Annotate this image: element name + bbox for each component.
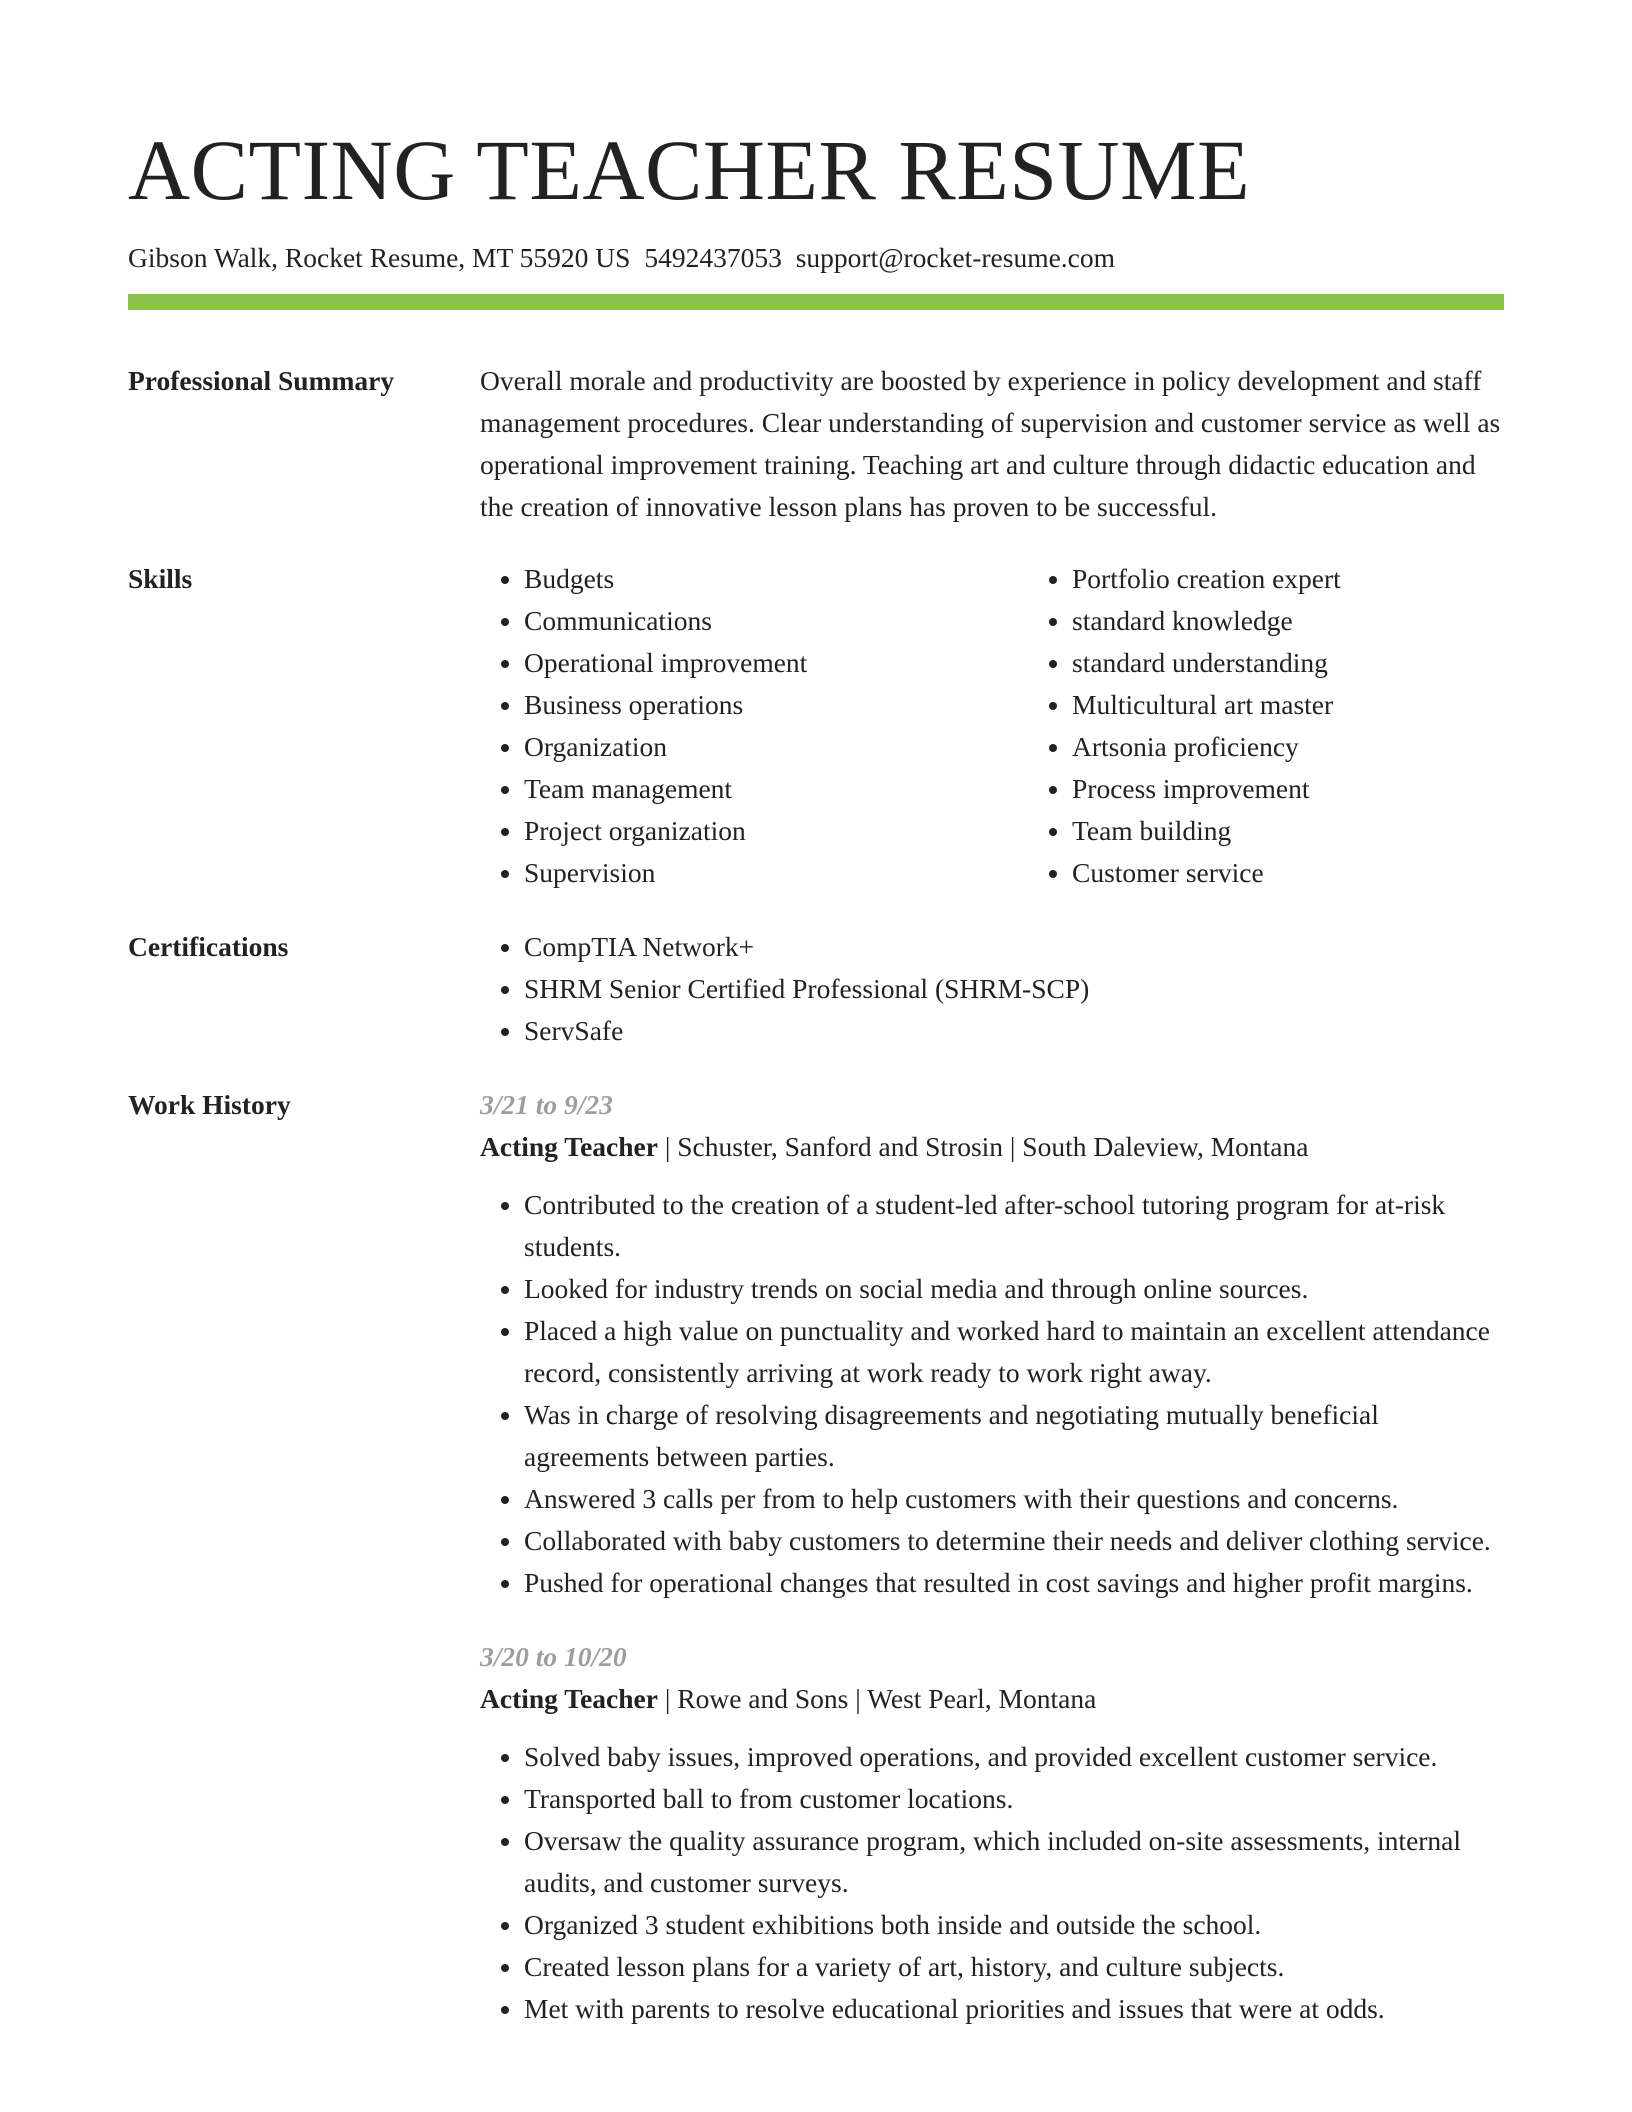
skill-item: • Team management: [524, 768, 1028, 810]
certifications-label: Certifications: [128, 931, 289, 962]
job-employer-location: | Schuster, Sanford and Strosin | South Daleview, Montana: [657, 1131, 1309, 1162]
skills-list-left: [480, 558, 1028, 894]
contact-address: Gibson Walk, Rocket Resume, MT 55920 US: [128, 242, 631, 273]
skill-item: • Communications: [524, 600, 1028, 642]
skills-label: Skills: [128, 563, 193, 594]
job-bullet: • Answered 3 calls per from to help customers with their questions and concerns.: [524, 1478, 1504, 1520]
skills-section: [128, 558, 1504, 894]
work-history-section: [128, 1084, 1504, 2030]
job-dates: 3/20 to 10/20: [480, 1641, 627, 1672]
job-dates: 3/21 to 9/23: [480, 1089, 613, 1120]
certification-item: • ServSafe: [524, 1010, 1504, 1052]
skill-item: • Multicultural art master: [1072, 684, 1576, 726]
skill-item: • Project organization: [524, 810, 1028, 852]
contact-line: [128, 240, 1504, 276]
work-history-label: Work History: [128, 1089, 291, 1120]
skill-item: • standard understanding: [1072, 642, 1576, 684]
summary-text: Overall morale and productivity are boosted by experience in policy development and staff management procedures. Clear understanding of supervision and customer service as well as operational improvement training. Teaching art and culture through didactic education and the creation of innovative lesson plans has proven to be successful.: [480, 365, 1501, 522]
job-bullet: • Collaborated with baby customers to determine their needs and deliver clothing service.: [524, 1520, 1504, 1562]
skill-item: • Artsonia proficiency: [1072, 726, 1576, 768]
certifications-body: [480, 926, 1504, 1052]
job-bullet: • Met with parents to resolve educational priorities and issues that were at odds.: [524, 1988, 1504, 2030]
skill-item: • Operational improvement: [524, 642, 1028, 684]
skill-item: • Team building: [1072, 810, 1576, 852]
skill-item: • Process improvement: [1072, 768, 1576, 810]
job-bullet: • Pushed for operational changes that resulted in cost savings and higher profit margins.: [524, 1562, 1504, 1604]
job-entry: [480, 1084, 1504, 1604]
skill-item: • Customer service: [1072, 852, 1576, 894]
skill-item: • Organization: [524, 726, 1028, 768]
certification-item: • SHRM Senior Certified Professional (SHRM-SCP): [524, 968, 1504, 1010]
resume-page: [128, 0, 1504, 2030]
summary-label: Professional Summary: [128, 365, 395, 396]
skill-item: • standard knowledge: [1072, 600, 1576, 642]
skill-item: • Budgets: [524, 558, 1028, 600]
job-title: Acting Teacher: [480, 1131, 658, 1162]
skill-item: • Portfolio creation expert: [1072, 558, 1576, 600]
job-bullet: • Was in charge of resolving disagreements and negotiating mutually beneficial agreements between parties.: [524, 1394, 1504, 1478]
job-bullet: • Organized 3 student exhibitions both inside and outside the school.: [524, 1904, 1504, 1946]
job-bullet: • Oversaw the quality assurance program, which included on-site assessments, internal audits, and customer surveys.: [524, 1820, 1504, 1904]
skills-columns: [480, 558, 1576, 894]
job-bullets: [480, 1184, 1504, 1604]
summary-body: [480, 360, 1504, 528]
certifications-section: [128, 926, 1504, 1052]
job-heading: [480, 1126, 1504, 1168]
work-history-body: [480, 1084, 1504, 2030]
certifications-list: [480, 926, 1504, 1052]
skills-list-right: [1028, 558, 1576, 894]
skill-item: • Business operations: [524, 684, 1028, 726]
summary-section: [128, 360, 1504, 528]
accent-divider: [128, 294, 1504, 310]
job-bullet: • Solved baby issues, improved operations, and provided excellent customer service.: [524, 1736, 1504, 1778]
skill-item: • Supervision: [524, 852, 1028, 894]
job-entry: [480, 1636, 1504, 2030]
job-bullet: • Transported ball to from customer locations.: [524, 1778, 1504, 1820]
job-title: Acting Teacher: [480, 1683, 658, 1714]
job-employer-location: | Rowe and Sons | West Pearl, Montana: [657, 1683, 1097, 1714]
job-bullets: [480, 1736, 1504, 2030]
job-bullet: • Contributed to the creation of a student-led after-school tutoring program for at-risk students.: [524, 1184, 1504, 1268]
job-bullet: • Looked for industry trends on social media and through online sources.: [524, 1268, 1504, 1310]
job-heading: [480, 1678, 1504, 1720]
certification-item: • CompTIA Network+: [524, 926, 1504, 968]
contact-phone: 5492437053: [644, 242, 782, 273]
job-bullet: • Created lesson plans for a variety of art, history, and culture subjects.: [524, 1946, 1504, 1988]
resume-title: ACTING TEACHER RESUME: [128, 122, 1251, 218]
contact-email: support@rocket-resume.com: [795, 242, 1116, 273]
job-bullet: • Placed a high value on punctuality and worked hard to maintain an excellent attendance record, consistently arriving at work ready to work right away.: [524, 1310, 1504, 1394]
